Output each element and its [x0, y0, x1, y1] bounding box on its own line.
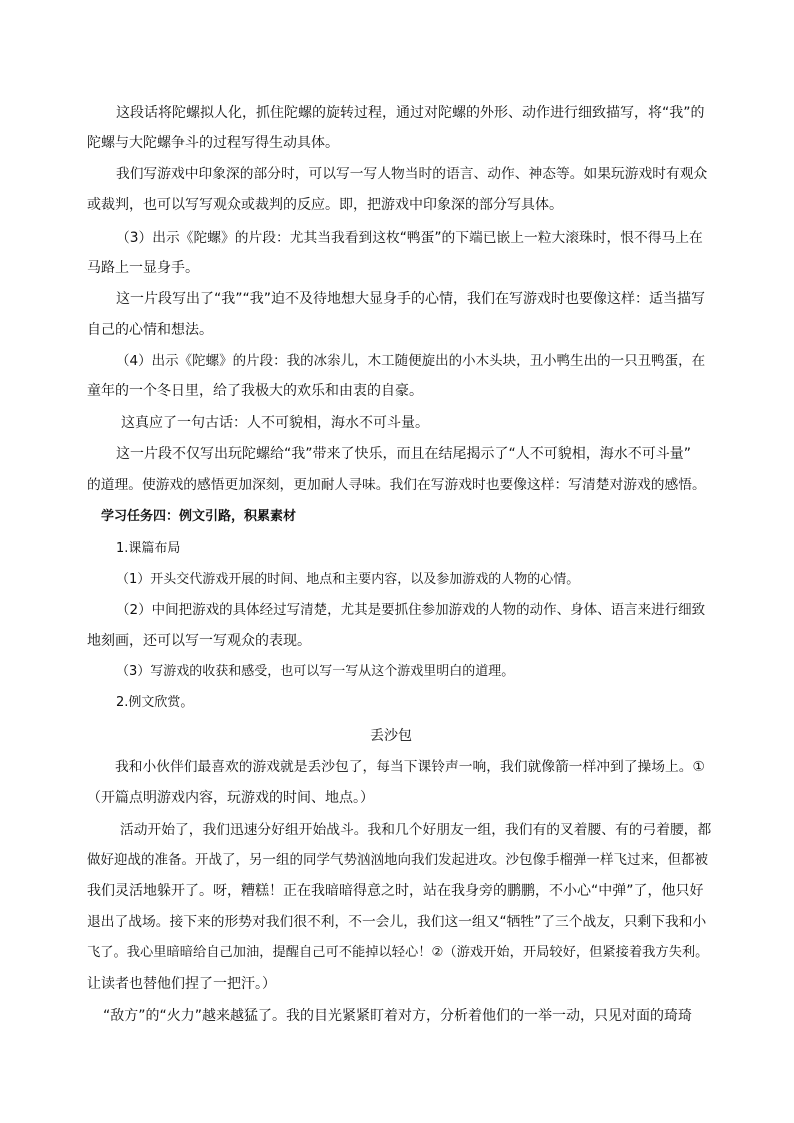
paragraph-line: 的道理。使游戏的感悟更加深刻，更加耐人寻味。我们在写游戏时也要像这样：写清楚对游戏的感悟。: [87, 477, 706, 493]
paragraph-line: 马路上一显身手。: [87, 260, 199, 276]
paragraph-line: 做好迎战的准备。开战了，另一组的同学气势汹汹地向我们发起进攻。沙包像手榴弹一样飞过来，但都被: [87, 852, 708, 868]
essay-title: 丢沙包: [370, 728, 412, 744]
subheading: 1.课篇布局: [116, 541, 181, 556]
subheading: 2.例文欣赏。: [116, 695, 194, 710]
paragraph-line: “敌方”的“火力”越来越猛了。我的目光紧紧盯着对方，分析着他们的一举一动，只见对面的琦琦: [103, 1008, 693, 1024]
paragraph-line: 这真应了一句古话：人不可貌相，海水不可斗量。: [121, 415, 429, 431]
paragraph-line: 地刻画，还可以写一写观众的表现。: [87, 633, 311, 649]
paragraph-line: 退出了战场。接下来的形势对我们很不利，不一会儿，我们这一组又“牺牲”了三个战友，只剩下我和小: [87, 914, 707, 930]
paragraph-line: （3）出示《陀螺》的片段：尤其当我看到这枚“鸭蛋”的下端已嵌上一粒大滚珠时，恨不得马上在: [116, 230, 703, 246]
paragraph-line: 这一片段不仅写出玩陀螺给“我”带来了快乐，而且在结尾揭示了“人不可貌相，海水不可斗量”: [116, 446, 692, 462]
paragraph-line: （3）写游戏的收获和感受，也可以写一写从这个游戏里明白的道理。: [116, 664, 515, 679]
paragraph-line: 童年的一个冬日里，给了我极大的欢乐和由衷的自豪。: [87, 383, 423, 399]
paragraph-line: 这段话将陀螺拟人化，抓住陀螺的旋转过程，通过对陀螺的外形、动作进行细致描写，将“我”的: [116, 105, 705, 121]
paragraph-line: （2）中间把游戏的具体经过写清楚，尤其是要抓住参加游戏的人物的动作、身体、语言来进行细致: [116, 602, 706, 618]
paragraph-line: 我和小伙伴们最喜欢的游戏就是丢沙包了，每当下课铃声一响，我们就像箭一样冲到了操场上。①: [115, 759, 705, 775]
paragraph-line: 陀螺与大陀螺争斗的过程写得生动具体。: [87, 135, 339, 151]
paragraph-line: （开篇点明游戏内容，玩游戏的时间、地点。）: [87, 790, 374, 806]
paragraph-line: 我们写游戏中印象深的部分时，可以写一写人物当时的语言、动作、神态等。如果玩游戏时有观众: [116, 166, 708, 182]
paragraph-line: 或裁判，也可以写写观众或裁判的反应。即，把游戏中印象深的部分写具体。: [87, 197, 563, 213]
paragraph-line: 活动开始了，我们迅速分好组开始战斗。我和几个好朋友一组，我们有的叉着腰、有的弓着腰，都: [120, 822, 712, 838]
paragraph-line: 让读者也替他们捏了一把汗。）: [87, 976, 276, 992]
section-heading: 学习任务四：例文引路，积累素材: [101, 509, 297, 524]
paragraph-line: （4）出示《陀螺》的片段：我的冰尜儿，木工随便旋出的小木头块，丑小鸭生出的一只丑鸭蛋，在: [116, 353, 706, 369]
paragraph-line: 自己的心情和想法。: [87, 322, 213, 338]
paragraph-line: 我们灵活地躲开了。呀，糟糕！正在我暗暗得意之时，站在我身旁的鹏鹏，不小心“中弹”了，他只好: [87, 883, 704, 899]
paragraph-line: 这一片段写出了“我”“我”迫不及待地想大显身手的心情，我们在写游戏时也要像这样：适当描写: [116, 291, 706, 307]
paragraph-line: （1）开头交代游戏开展的时间、地点和主要内容，以及参加游戏的人物的心情。: [116, 572, 580, 587]
paragraph-line: 飞了。我心里暗暗给自己加油，提醒自己可不能掉以轻心！②（游戏开始，开局较好，但紧接着我方失利。: [87, 945, 709, 960]
